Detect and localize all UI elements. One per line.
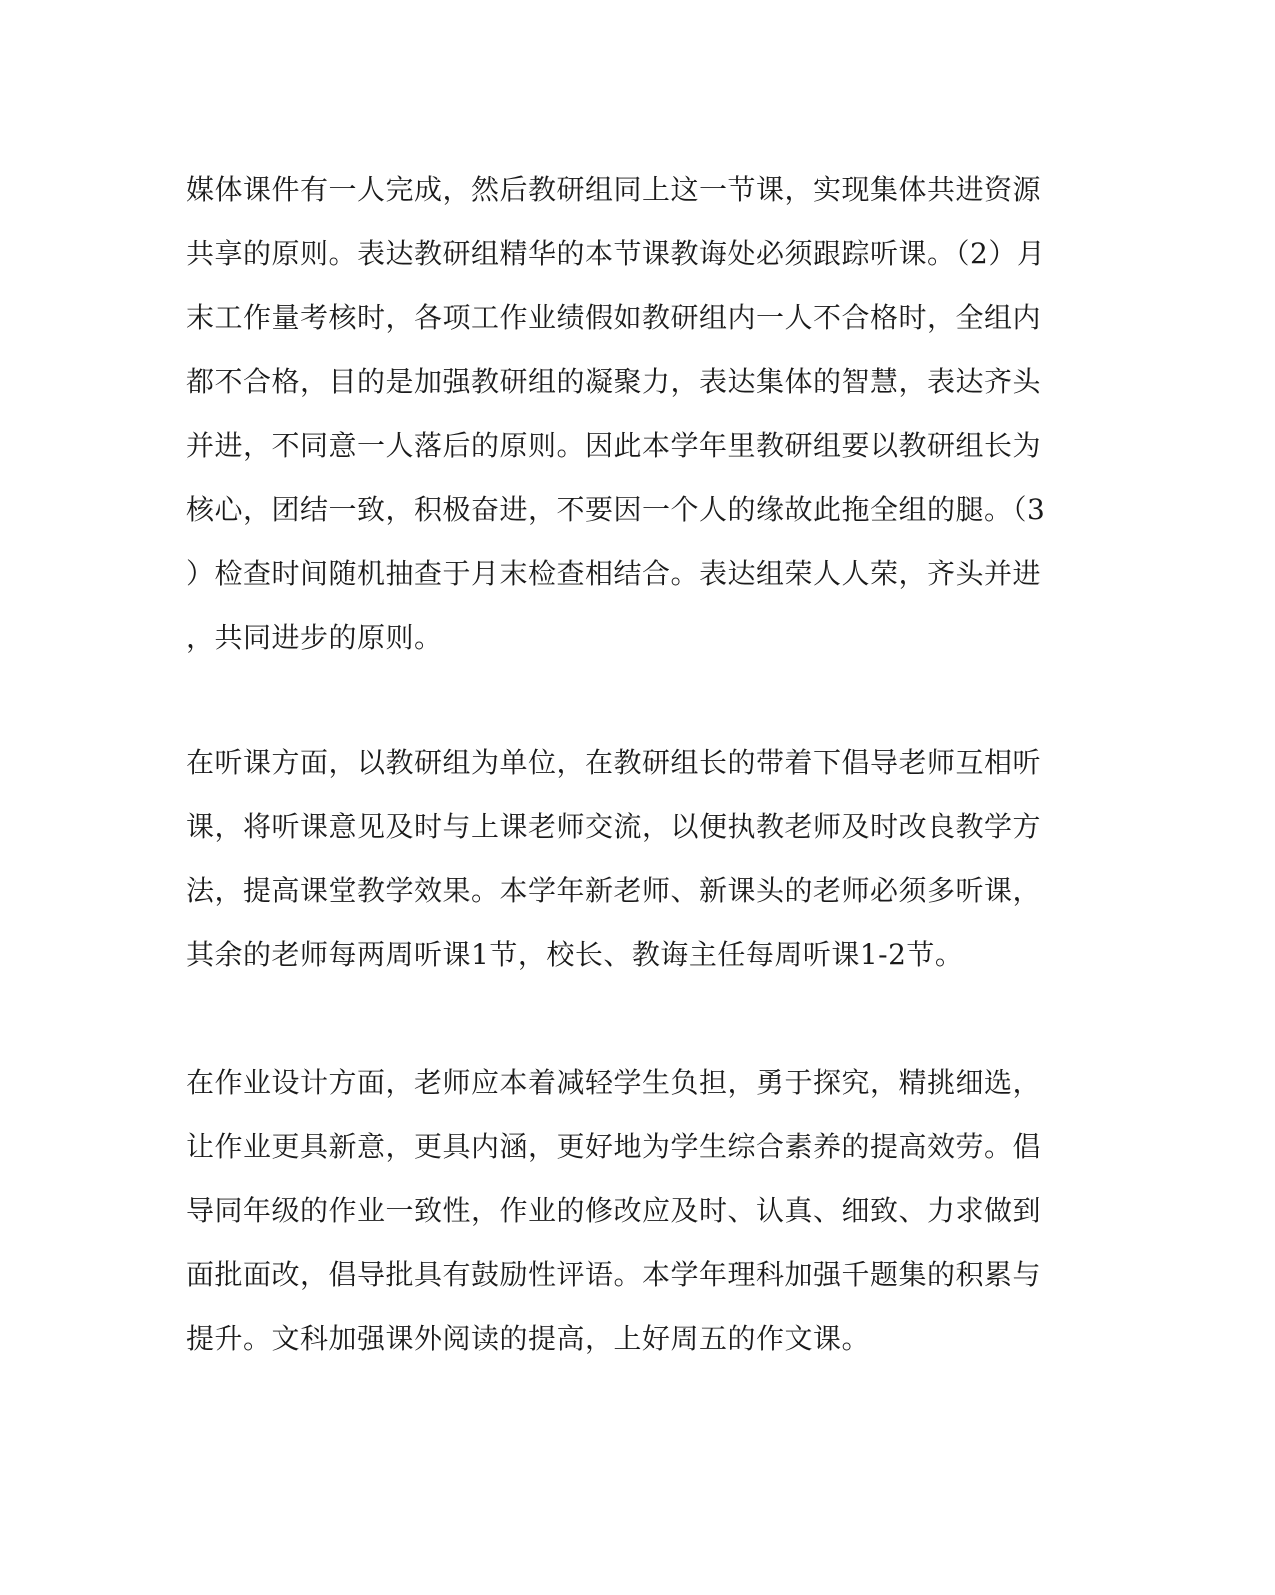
text-line: 都不合格，目的是加强教研组的凝聚力，表达集体的智慧，表达齐头 xyxy=(186,365,1042,398)
text-line: 并进，不同意一人落后的原则。因此本学年里教研组要以教研组长为 xyxy=(186,429,1042,462)
text-line: 其余的老师每两周听课1节，校长、教诲主任每周听课1-2节。 xyxy=(186,938,964,971)
text-line: 共享的原则。表达教研组精华的本节课教诲处必须跟踪听课。（2）月 xyxy=(186,237,1046,270)
text-line: 提升。文科加强课外阅读的提高，上好周五的作文课。 xyxy=(186,1322,871,1355)
text-line: 面批面改，倡导批具有鼓励性评语。本学年理科加强千题集的积累与 xyxy=(186,1258,1042,1291)
text-line: 课，将听课意见及时与上课老师交流，以便执教老师及时改良教学方 xyxy=(186,810,1042,843)
text-line: 核心，团结一致，积极奋进，不要因一个人的缘故此拖全组的腿。（3 xyxy=(186,493,1046,526)
text-line: 导同年级的作业一致性，作业的修改应及时、认真、细致、力求做到 xyxy=(186,1194,1042,1227)
text-line: 让作业更具新意，更具内涵，更好地为学生综合素养的提高效劳。倡 xyxy=(186,1130,1042,1163)
text-line: 在听课方面，以教研组为单位，在教研组长的带着下倡导老师互相听 xyxy=(186,746,1042,779)
text-line: 媒体课件有一人完成，然后教研组同上这一节课，实现集体共进资源 xyxy=(186,173,1042,206)
paragraph-homework-design xyxy=(186,1051,1066,1371)
text-line: ，共同进步的原则。 xyxy=(186,621,443,654)
text-line: 末工作量考核时，各项工作业绩假如教研组内一人不合格时，全组内 xyxy=(186,301,1042,334)
paragraph-teaching-research-group xyxy=(186,158,1066,670)
text-line: 法，提高课堂教学效果。本学年新老师、新课头的老师必须多听课， xyxy=(186,874,1042,907)
text-line: 在作业设计方面，老师应本着减轻学生负担，勇于探究，精挑细选， xyxy=(186,1066,1042,1099)
paragraph-lesson-observation xyxy=(186,731,1066,987)
text-line: ）检查时间随机抽查于月末检查相结合。表达组荣人人荣，齐头并进 xyxy=(186,557,1042,590)
